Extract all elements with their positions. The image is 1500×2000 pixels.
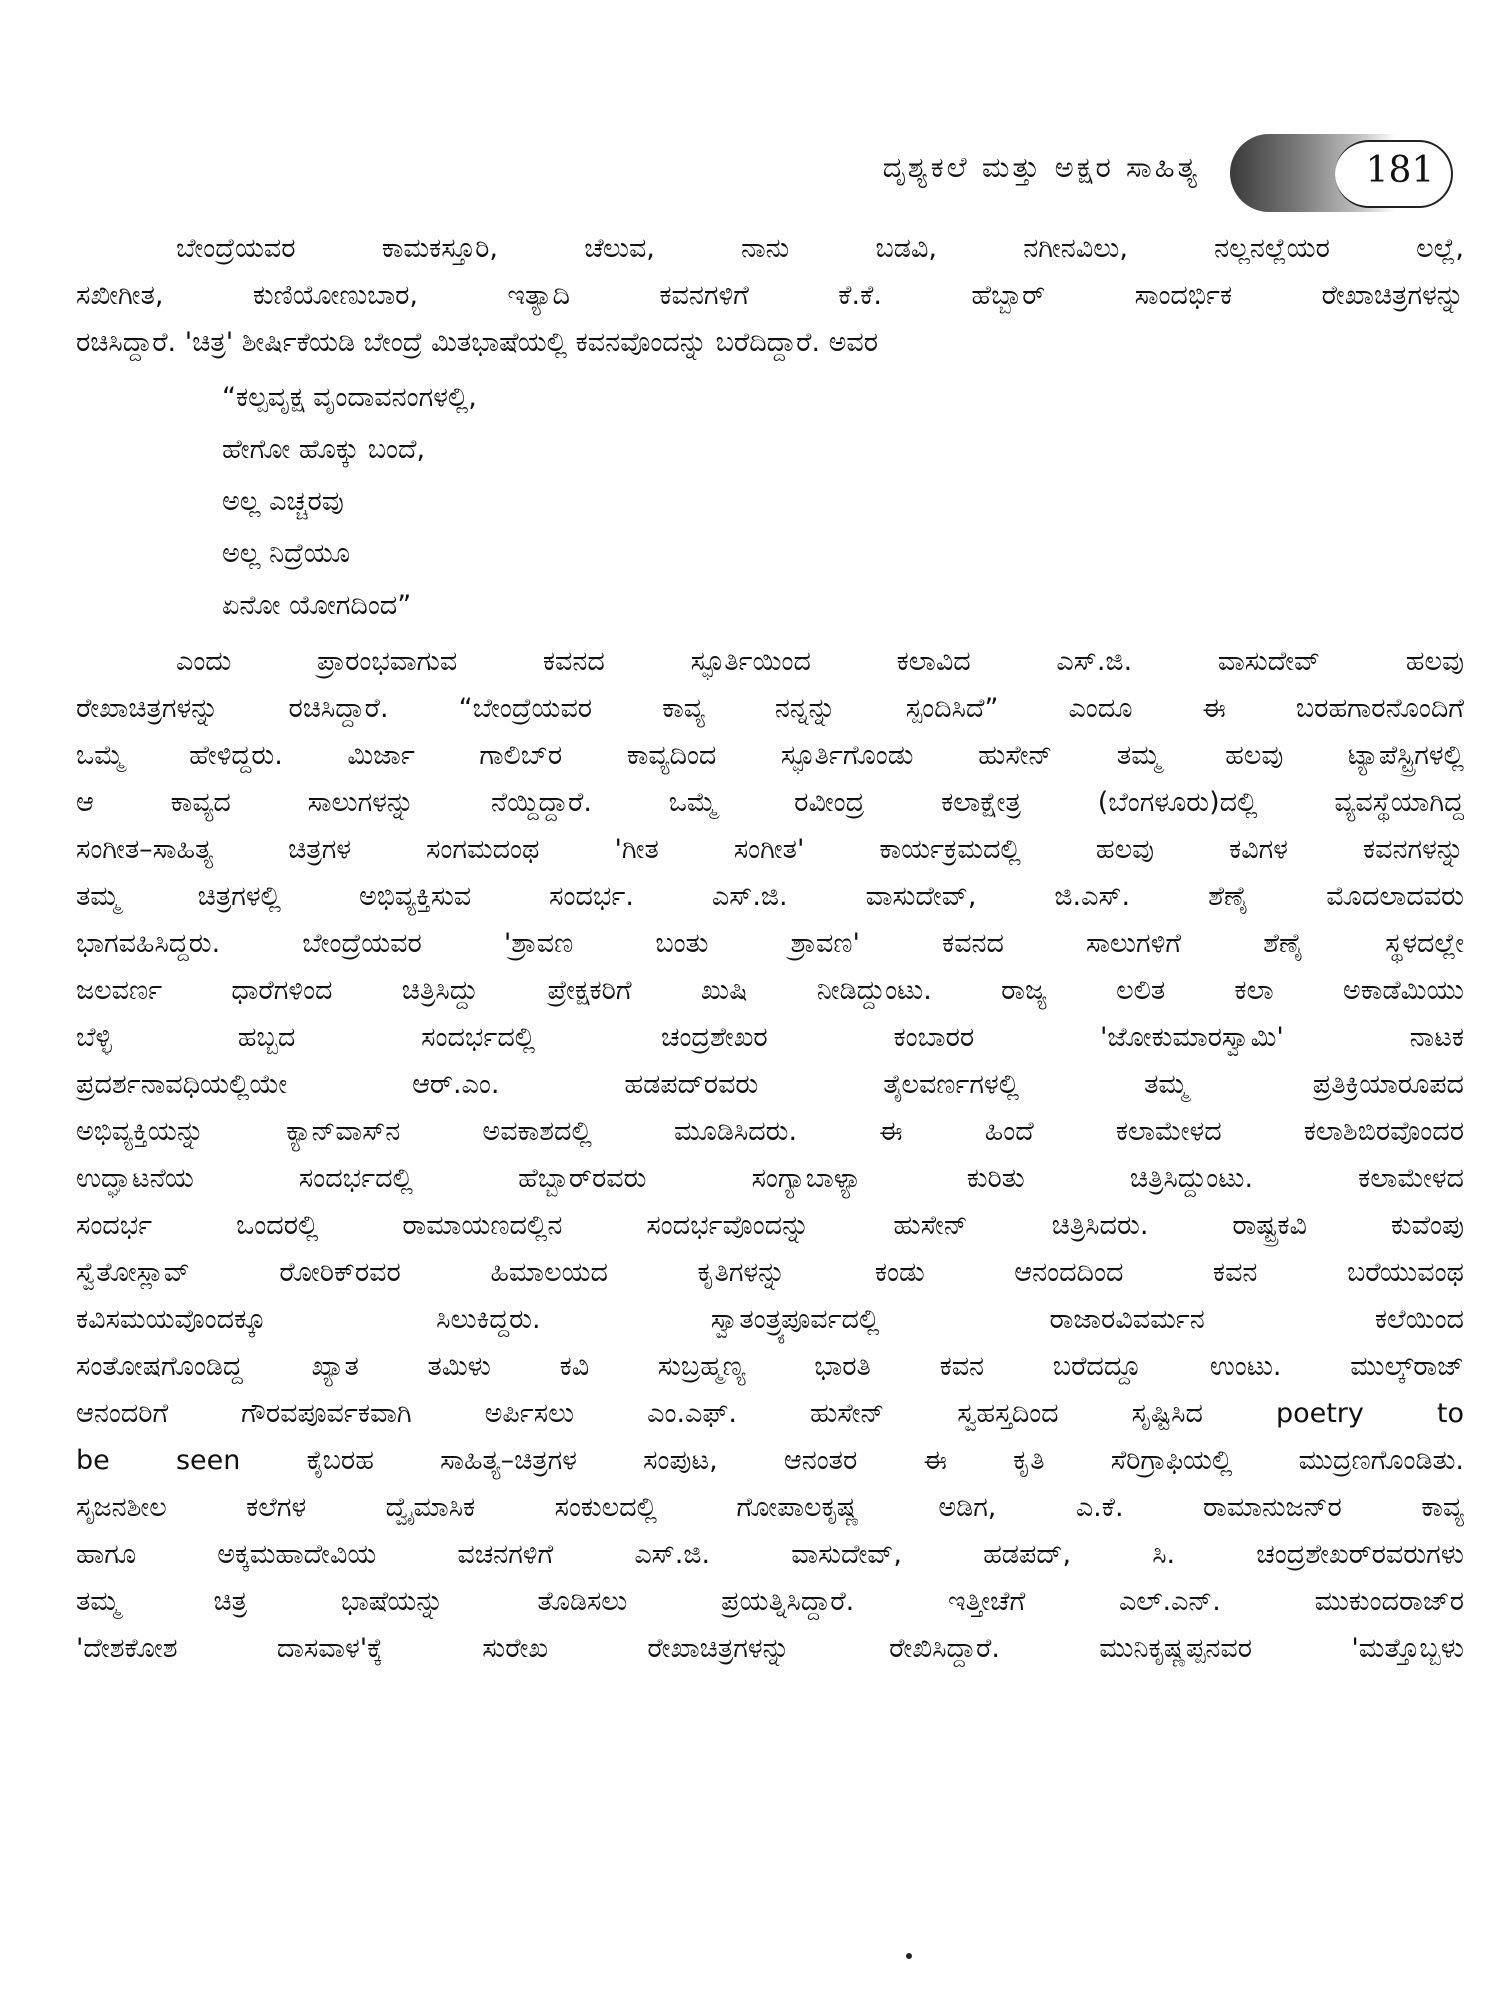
text-line: ತಮ್ಮ ಚಿತ್ರ ಭಾಷೆಯನ್ನು ತೊಡಿಸಲು ಪ್ರಯತ್ನಿಸಿದ್ದಾರೆ. ಇತ್ತೀಚೆಗೆ ಎಲ್.ಎನ್. ಮುಕುಂದರಾಜ್‌ರ	[76, 1586, 1464, 1617]
text-line: ಆ ಕಾವ್ಯದ ಸಾಲುಗಳನ್ನು ನೆಯ್ದಿದ್ದಾರೆ. ಒಮ್ಮೆ ರವೀಂದ್ರ ಕಲಾಕ್ಷೇತ್ರ (ಬೆಂಗಳೂರು)ದಲ್ಲಿ ವ್ಯವಸ್ಥೆಯಾಗಿದ್ದ	[76, 787, 1464, 818]
text-line: ಸೃಜನಶೀಲ ಕಲೆಗಳ ದ್ವೈಮಾಸಿಕ ಸಂಕುಲದಲ್ಲಿ ಗೋಪಾಲಕೃಷ್ಣ ಅಡಿಗ, ಎ.ಕೆ. ರಾಮಾನುಜನ್‌ರ ಕಾವ್ಯ	[76, 1492, 1464, 1523]
text-line: ಸಂದರ್ಭ ಒಂದರಲ್ಲಿ ರಾಮಾಯಣದಲ್ಲಿನ ಸಂದರ್ಭವೊಂದನ್ನು ಹುಸೇನ್ ಚಿತ್ರಿಸಿದರು. ರಾಷ್ಟ್ರಕವಿ ಕುವೆಂಪು	[76, 1210, 1464, 1241]
text-line: ಜಲವರ್ಣ ಧಾರೆಗಳಿಂದ ಚಿತ್ರಿಸಿದ್ದು ಪ್ರೇಕ್ಷಕರಿಗೆ ಖುಷಿ ನೀಡಿದ್ದುಂಟು. ರಾಜ್ಯ ಲಲಿತ ಕಲಾ ಅಕಾಡೆಮಿಯು	[76, 975, 1464, 1006]
footer-dot	[906, 1953, 912, 1959]
text-line: ಪ್ರದರ್ಶನಾವಧಿಯಲ್ಲಿಯೇ ಆರ್.ಎಂ. ಹಡಪದ್‌ರವರು ತೈಲವರ್ಣಗಳಲ್ಲಿ ತಮ್ಮ ಪ್ರತಿಕ್ರಿಯಾರೂಪದ	[76, 1069, 1464, 1100]
text-line: ಸ್ವೆತೋಸ್ಲಾವ್ ರೋರಿಕ್‌ರವರ ಹಿಮಾಲಯದ ಕೃತಿಗಳನ್ನು ಕಂಡು ಆನಂದದಿಂದ ಕವನ ಬರೆಯುವಂಥ	[76, 1257, 1464, 1288]
poem-line: ಏನೋ ಯೋಗದಿಂದ”	[222, 590, 412, 621]
poem-line: ಅಲ್ಲ ಎಚ್ಚರವು	[222, 486, 344, 517]
text-line: ತಮ್ಮ ಚಿತ್ರಗಳಲ್ಲಿ ಅಭಿವ್ಯಕ್ತಿಸುವ ಸಂದರ್ಭ. ಎಸ್.ಜಿ. ವಾಸುದೇವ್, ಜಿ.ಎಸ್. ಶೆಣೈ ಮೊದಲಾದವರು	[76, 881, 1464, 912]
text-line: ಆನಂದರಿಗೆ ಗೌರವಪೂರ್ವಕವಾಗಿ ಅರ್ಪಿಸಲು ಎಂ.ಎಫ್. ಹುಸೇನ್ ಸ್ವಹಸ್ತದಿಂದ ಸೃಷ್ಟಿಸಿದ poetry to	[76, 1398, 1464, 1429]
text-line: ಹಾಗೂ ಅಕ್ಕಮಹಾದೇವಿಯ ವಚನಗಳಿಗೆ ಎಸ್.ಜಿ. ವಾಸುದೇವ್, ಹಡಪದ್, ಸಿ. ಚಂದ್ರಶೇಖರ್‌ರವರುಗಳು	[76, 1539, 1464, 1570]
text-line: 'ದೇಶಕೋಶ ದಾಸವಾಳ'ಕ್ಕೆ ಸುರೇಖ ರೇಖಾಚಿತ್ರಗಳನ್ನು ರೇಖಿಸಿದ್ದಾರೆ. ಮುನಿಕೃಷ್ಣಪ್ಪನವರ 'ಮತ್ತೊಬ್ಬಳು	[76, 1633, 1464, 1664]
text-line: ಸಂಗೀತ–ಸಾಹಿತ್ಯ ಚಿತ್ರಗಳ ಸಂಗಮದಂಥ 'ಗೀತ ಸಂಗೀತ' ಕಾರ್ಯಕ್ರಮದಲ್ಲಿ ಹಲವು ಕವಿಗಳ ಕವನಗಳನ್ನು	[76, 834, 1464, 865]
text-line: ಸಂತೋಷಗೊಂಡಿದ್ದ ಖ್ಯಾತ ತಮಿಳು ಕವಿ ಸುಬ್ರಹ್ಮಣ್ಯ ಭಾರತಿ ಕವನ ಬರೆದದ್ದೂ ಉಂಟು. ಮುಲ್ಕ್‌ರಾಜ್	[76, 1351, 1464, 1382]
text-line: ಒಮ್ಮೆ ಹೇಳಿದ್ದರು. ಮಿರ್ಜಾ ಗಾಲಿಬ್‌ರ ಕಾವ್ಯದಿಂದ ಸ್ಫೂರ್ತಿಗೊಂಡು ಹುಸೇನ್ ತಮ್ಮ ಹಲವು ಟ್ಯಾಪೆಸ್ಟ್ರಿಗಳಲ್ಲಿ	[76, 740, 1464, 771]
poem-line: ಅಲ್ಲ ನಿದ್ರೆಯೂ	[222, 538, 350, 569]
poem-line: “ಕಲ್ಪವೃಕ್ಷ ವೃಂದಾವನಂಗಳಲ್ಲಿ,	[222, 382, 477, 413]
text-line: ಬೇಂದ್ರೆಯವರ ಕಾಮಕಸ್ತೂರಿ, ಚೆಲುವ, ನಾನು ಬಡವಿ, ನಗೀನವಿಲು, ನಲ್ಲನಲ್ಲೆಯರ ಲಲ್ಲೆ,	[176, 233, 1464, 264]
running-title: ದೃಶ್ಯಕಲೆ ಮತ್ತು ಅಕ್ಷರ ಸಾಹಿತ್ಯ	[882, 150, 1200, 184]
text-line: ಎಂದು ಪ್ರಾರಂಭವಾಗುವ ಕವನದ ಸ್ಫೂರ್ತಿಯಿಂದ ಕಲಾವಿದ ಎಸ್.ಜಿ. ವಾಸುದೇವ್ ಹಲವು	[176, 646, 1464, 677]
text-line: be seen ಕೈಬರಹ ಸಾಹಿತ್ಯ–ಚಿತ್ರಗಳ ಸಂಪುಟ, ಆನಂತರ ಈ ಕೃತಿ ಸೆರಿಗ್ರಾಫಿಯಲ್ಲಿ ಮುದ್ರಣಗೊಂಡಿತು.	[76, 1445, 1464, 1476]
body-text	[76, 228, 1464, 1675]
page-header	[0, 130, 1500, 210]
poem-line: ಹೇಗೋ ಹೊಕ್ಕು ಬಂದೆ,	[222, 434, 426, 465]
text-line: ಭಾಗವಹಿಸಿದ್ದರು. ಬೇಂದ್ರೆಯವರ 'ಶ್ರಾವಣ ಬಂತು ಶ್ರಾವಣ' ಕವನದ ಸಾಲುಗಳಿಗೆ ಶೆಣೈ ಸ್ಥಳದಲ್ಲೇ	[76, 928, 1464, 959]
text-line: ಉದ್ಘಾಟನೆಯ ಸಂದರ್ಭದಲ್ಲಿ ಹೆಬ್ಬಾರ್‌ರವರು ಸಂಗ್ಯಾಬಾಳ್ಯಾ ಕುರಿತು ಚಿತ್ರಿಸಿದ್ದುಂಟು. ಕಲಾಮೇಳದ	[76, 1163, 1464, 1194]
text-line: ರಚಿಸಿದ್ದಾರೆ. 'ಚಿತ್ರ' ಶೀರ್ಷಿಕೆಯಡಿ ಬೇಂದ್ರೆ ಮಿತಭಾಷೆಯಲ್ಲಿ ಕವನವೊಂದನ್ನು ಬರೆದಿದ್ದಾರೆ. ಅವರ	[76, 327, 879, 358]
poem-quote	[76, 375, 1464, 635]
page-number: 181	[1365, 150, 1435, 191]
text-line: ಸಖೀಗೀತ, ಕುಣಿಯೋಣುಬಾರ, ಇತ್ಯಾದಿ ಕವನಗಳಿಗೆ ಕೆ.ಕೆ. ಹೆಬ್ಬಾರ್ ಸಾಂದರ್ಭಿಕ ರೇಖಾಚಿತ್ರಗಳನ್ನು	[76, 280, 1464, 311]
text-line: ಅಭಿವ್ಯಕ್ತಿಯನ್ನು ಕ್ಯಾನ್‌ವಾಸ್‌ನ ಅವಕಾಶದಲ್ಲಿ ಮೂಡಿಸಿದರು. ಈ ಹಿಂದೆ ಕಲಾಮೇಳದ ಕಲಾಶಿಬಿರವೊಂದರ	[76, 1116, 1464, 1147]
text-line: ರೇಖಾಚಿತ್ರಗಳನ್ನು ರಚಿಸಿದ್ದಾರೆ. “ಬೇಂದ್ರೆಯವರ ಕಾವ್ಯ ನನ್ನನ್ನು ಸ್ಪಂದಿಸಿದೆ” ಎಂದೂ ಈ ಬರಹಗಾರನೊಂದಿಗೆ	[76, 693, 1464, 724]
text-line: ಬೆಳ್ಳಿ ಹಬ್ಬದ ಸಂದರ್ಭದಲ್ಲಿ ಚಂದ್ರಶೇಖರ ಕಂಬಾರರ 'ಜೋಕುಮಾರಸ್ವಾಮಿ' ನಾಟಕ	[76, 1022, 1464, 1053]
text-line: ಕವಿಸಮಯವೊಂದಕ್ಕೂ ಸಿಲುಕಿದ್ದರು. ಸ್ವಾತಂತ್ರ್ಯಪೂರ್ವದಲ್ಲಿ ರಾಜಾರವಿವರ್ಮನ ಕಲೆಯಿಂದ	[76, 1304, 1464, 1335]
